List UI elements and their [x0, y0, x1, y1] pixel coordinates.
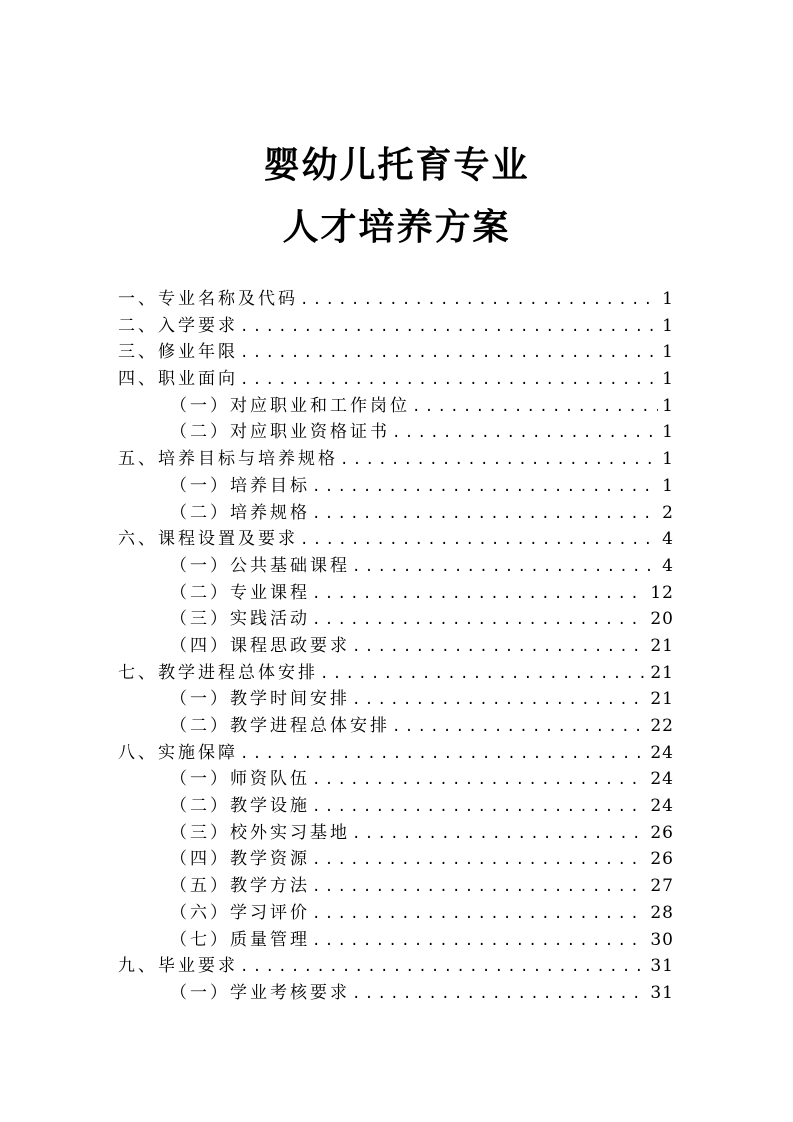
toc-dot-leader	[312, 607, 646, 633]
toc-entry[interactable]	[118, 500, 674, 527]
toc-dot-leader	[240, 954, 646, 980]
toc-entry[interactable]	[118, 473, 674, 500]
toc-entry[interactable]	[118, 873, 674, 900]
toc-entry-page-number: 28	[650, 902, 674, 923]
toc-entry-page-number: 22	[650, 716, 674, 736]
toc-entry-page-number: 1	[662, 475, 674, 496]
toc-dot-leader	[340, 447, 658, 473]
toc-entry-page-number: 24	[650, 796, 674, 817]
toc-entry-label: （五）教学方法	[170, 876, 310, 897]
toc-entry-label: （一）公共基础课程	[170, 555, 350, 576]
toc-dot-leader	[312, 874, 646, 900]
toc-entry-label: （三）实践活动	[170, 609, 310, 630]
toc-entry[interactable]	[118, 713, 674, 740]
toc-dot-leader	[352, 981, 646, 1007]
toc-entry[interactable]	[118, 793, 674, 820]
toc-entry-label: （一）学业考核要求	[170, 982, 350, 1003]
toc-entry-label: （一）师资队伍	[170, 769, 310, 790]
toc-entry-page-number: 24	[650, 742, 674, 763]
toc-dot-leader	[352, 821, 646, 847]
toc-entry[interactable]	[118, 686, 674, 713]
toc-entry-label: 八、实施保障	[118, 742, 238, 763]
toc-entry-page-number: 4	[662, 529, 674, 550]
toc-entry[interactable]	[118, 766, 674, 793]
toc-dot-leader	[312, 901, 646, 927]
toc-entry[interactable]	[118, 660, 674, 687]
toc-entry-page-number: 26	[650, 849, 674, 870]
toc-dot-leader	[352, 634, 646, 660]
toc-entry-label: 五、培养目标与培养规格	[118, 449, 338, 470]
document-title-line-2: 人才培养方案	[282, 207, 511, 248]
toc-entry-page-number: 1	[662, 395, 674, 416]
toc-entry-label: （二）对应职业资格证书	[170, 422, 390, 443]
toc-entry-label: （二）专业课程	[170, 582, 310, 603]
toc-entry[interactable]	[118, 633, 674, 660]
toc-entry-label: （一）教学时间安排	[170, 689, 350, 710]
toc-entry[interactable]	[118, 553, 674, 580]
toc-entry[interactable]	[118, 927, 674, 954]
toc-entry-label: 九、毕业要求	[118, 956, 238, 977]
toc-entry-label: （一）对应职业和工作岗位	[170, 395, 410, 416]
toc-entry-page-number: 30	[650, 929, 674, 950]
toc-entry-label: 三、修业年限	[118, 342, 238, 363]
toc-entry-label: （四）教学资源	[170, 849, 310, 870]
toc-entry[interactable]	[118, 366, 674, 393]
toc-entry-page-number: 20	[650, 609, 674, 630]
toc-dot-leader	[352, 554, 658, 580]
toc-entry[interactable]	[118, 953, 674, 980]
table-of-contents	[118, 286, 674, 1007]
document-title-line-1: 婴幼儿托育专业	[263, 145, 530, 186]
toc-entry[interactable]	[118, 419, 674, 446]
toc-entry-page-number: 27	[650, 876, 674, 897]
toc-dot-leader	[300, 527, 658, 553]
toc-entry-page-number: 26	[650, 822, 674, 843]
toc-dot-leader	[240, 340, 658, 366]
toc-dot-leader	[240, 367, 658, 393]
toc-entry-page-number: 31	[650, 956, 674, 977]
toc-entry-label: 六、课程设置及要求	[118, 529, 298, 550]
toc-entry-label: （二）教学设施	[170, 796, 310, 817]
toc-entry-label: 二、入学要求	[118, 315, 238, 336]
toc-entry-label: （七）质量管理	[170, 929, 310, 950]
toc-dot-leader	[392, 420, 658, 446]
toc-entry-page-number: 1	[662, 369, 674, 390]
toc-entry-page-number: 1	[662, 449, 674, 470]
toc-dot-leader	[312, 928, 646, 954]
toc-entry[interactable]	[118, 820, 674, 847]
toc-dot-leader	[312, 501, 658, 527]
toc-dot-leader	[312, 474, 658, 500]
toc-entry-label: 四、职业面向	[118, 369, 238, 390]
toc-entry[interactable]	[118, 339, 674, 366]
toc-entry-page-number: 1	[662, 342, 674, 363]
toc-entry[interactable]	[118, 606, 674, 633]
toc-entry-label: （三）校外实习基地	[170, 822, 350, 843]
toc-entry[interactable]	[118, 740, 674, 767]
toc-entry-label: （二）培养规格	[170, 502, 310, 523]
toc-entry[interactable]	[118, 846, 674, 873]
toc-entry[interactable]	[118, 286, 674, 313]
toc-entry-label: （一）培养目标	[170, 475, 310, 496]
toc-entry-page-number: 1	[662, 422, 674, 443]
toc-dot-leader	[240, 314, 658, 340]
toc-entry-page-number: 1	[662, 315, 674, 336]
toc-dot-leader	[320, 661, 646, 687]
toc-dot-leader	[352, 687, 646, 713]
toc-entry-page-number: 21	[650, 662, 674, 683]
toc-dot-leader	[412, 394, 658, 420]
toc-entry[interactable]	[118, 526, 674, 553]
toc-entry[interactable]	[118, 580, 674, 607]
toc-entry-label: 一、专业名称及代码	[118, 289, 298, 309]
toc-entry-label: （四）课程思政要求	[170, 635, 350, 656]
toc-entry[interactable]	[118, 980, 674, 1007]
toc-entry-page-number: 24	[650, 769, 674, 790]
toc-entry-label: （六）学习评价	[170, 902, 310, 923]
toc-entry[interactable]	[118, 900, 674, 927]
toc-entry-label: （二）教学进程总体安排	[170, 716, 390, 736]
toc-entry-page-number: 21	[650, 689, 674, 710]
toc-entry[interactable]	[118, 313, 674, 340]
toc-dot-leader	[312, 767, 646, 793]
toc-dot-leader	[300, 287, 658, 313]
toc-entry-page-number: 4	[662, 555, 674, 576]
toc-entry[interactable]	[118, 446, 674, 473]
toc-entry-page-number: 1	[662, 289, 674, 309]
toc-dot-leader	[392, 714, 646, 740]
toc-dot-leader	[312, 794, 646, 820]
toc-entry-page-number: 2	[662, 502, 674, 523]
toc-dot-leader	[312, 581, 646, 607]
toc-entry[interactable]	[118, 393, 674, 420]
toc-dot-leader	[312, 847, 646, 873]
toc-entry-page-number: 31	[650, 982, 674, 1003]
toc-dot-leader	[240, 741, 646, 767]
toc-entry-label: 七、教学进程总体安排	[118, 662, 318, 683]
toc-entry-page-number: 12	[650, 582, 674, 603]
toc-entry-page-number: 21	[650, 635, 674, 656]
